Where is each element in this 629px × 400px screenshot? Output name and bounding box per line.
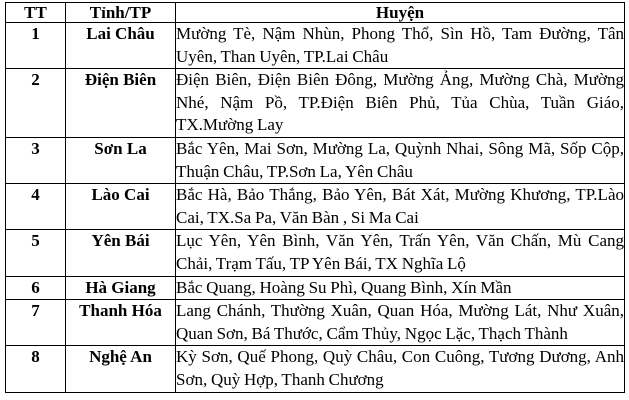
table-row	[6, 69, 625, 138]
row-number: 6	[6, 276, 66, 300]
district-list: Mường Tè, Nậm Nhùn, Phong Thổ, Sìn Hồ, Tam Đường, Tân Uyên, Than Uyên, TP.Lai Châu	[176, 23, 625, 69]
district-list: Bắc Quang, Hoàng Su Phì, Quang Bình, Xín Mần	[176, 276, 625, 300]
district-list: Bắc Hà, Bảo Thắng, Bảo Yên, Bát Xát, Mường Khương, TP.Lào Cai, TX.Sa Pa, Văn Bàn , Si Ma Cai	[176, 184, 625, 230]
province-name: Yên Bái	[66, 230, 176, 276]
district-list: Lang Chánh, Thường Xuân, Quan Hóa, Mường Lát, Như Xuân, Quan Sơn, Bá Thước, Cẩm Thủy, Ngọc Lặc, Thạch Thành	[176, 300, 625, 346]
province-name: Hà Giang	[66, 276, 176, 300]
province-name: Lào Cai	[66, 184, 176, 230]
province-name: Thanh Hóa	[66, 300, 176, 346]
table-row	[6, 276, 625, 300]
header-tt: TT	[6, 3, 66, 23]
header-districts: Huyện	[176, 3, 625, 23]
row-number: 1	[6, 23, 66, 69]
district-list: Lục Yên, Yên Bình, Văn Yên, Trấn Yên, Văn Chấn, Mù Cang Chải, Trạm Tấu, TP Yên Bái, TX Nghĩa Lộ	[176, 230, 625, 276]
table-row	[6, 230, 625, 276]
province-name: Lai Châu	[66, 23, 176, 69]
province-name: Điện Biên	[66, 69, 176, 138]
table-row	[6, 346, 625, 392]
table-header-row	[6, 3, 625, 23]
row-number: 8	[6, 346, 66, 392]
district-table	[5, 2, 625, 393]
province-name: Nghệ An	[66, 346, 176, 392]
table-row	[6, 23, 625, 69]
row-number: 7	[6, 300, 66, 346]
row-number: 2	[6, 69, 66, 138]
table-row	[6, 137, 625, 183]
header-province: Tỉnh/TP	[66, 3, 176, 23]
table-row	[6, 300, 625, 346]
row-number: 5	[6, 230, 66, 276]
row-number: 4	[6, 184, 66, 230]
province-name: Sơn La	[66, 137, 176, 183]
district-list: Bắc Yên, Mai Sơn, Mường La, Quỳnh Nhai, Sông Mã, Sốp Cộp, Thuận Châu, TP.Sơn La, Yên Châu	[176, 137, 625, 183]
table-row	[6, 184, 625, 230]
row-number: 3	[6, 137, 66, 183]
district-list: Điện Biên, Điện Biên Đông, Mường Ảng, Mường Chà, Mường Nhé, Nậm Pồ, TP.Điện Biên Phủ, Tủa Chùa, Tuần Giáo, TX.Mường Lay	[176, 69, 625, 138]
district-list: Kỳ Sơn, Quế Phong, Quỳ Châu, Con Cuông, Tương Dương, Anh Sơn, Quỳ Hợp, Thanh Chương	[176, 346, 625, 392]
